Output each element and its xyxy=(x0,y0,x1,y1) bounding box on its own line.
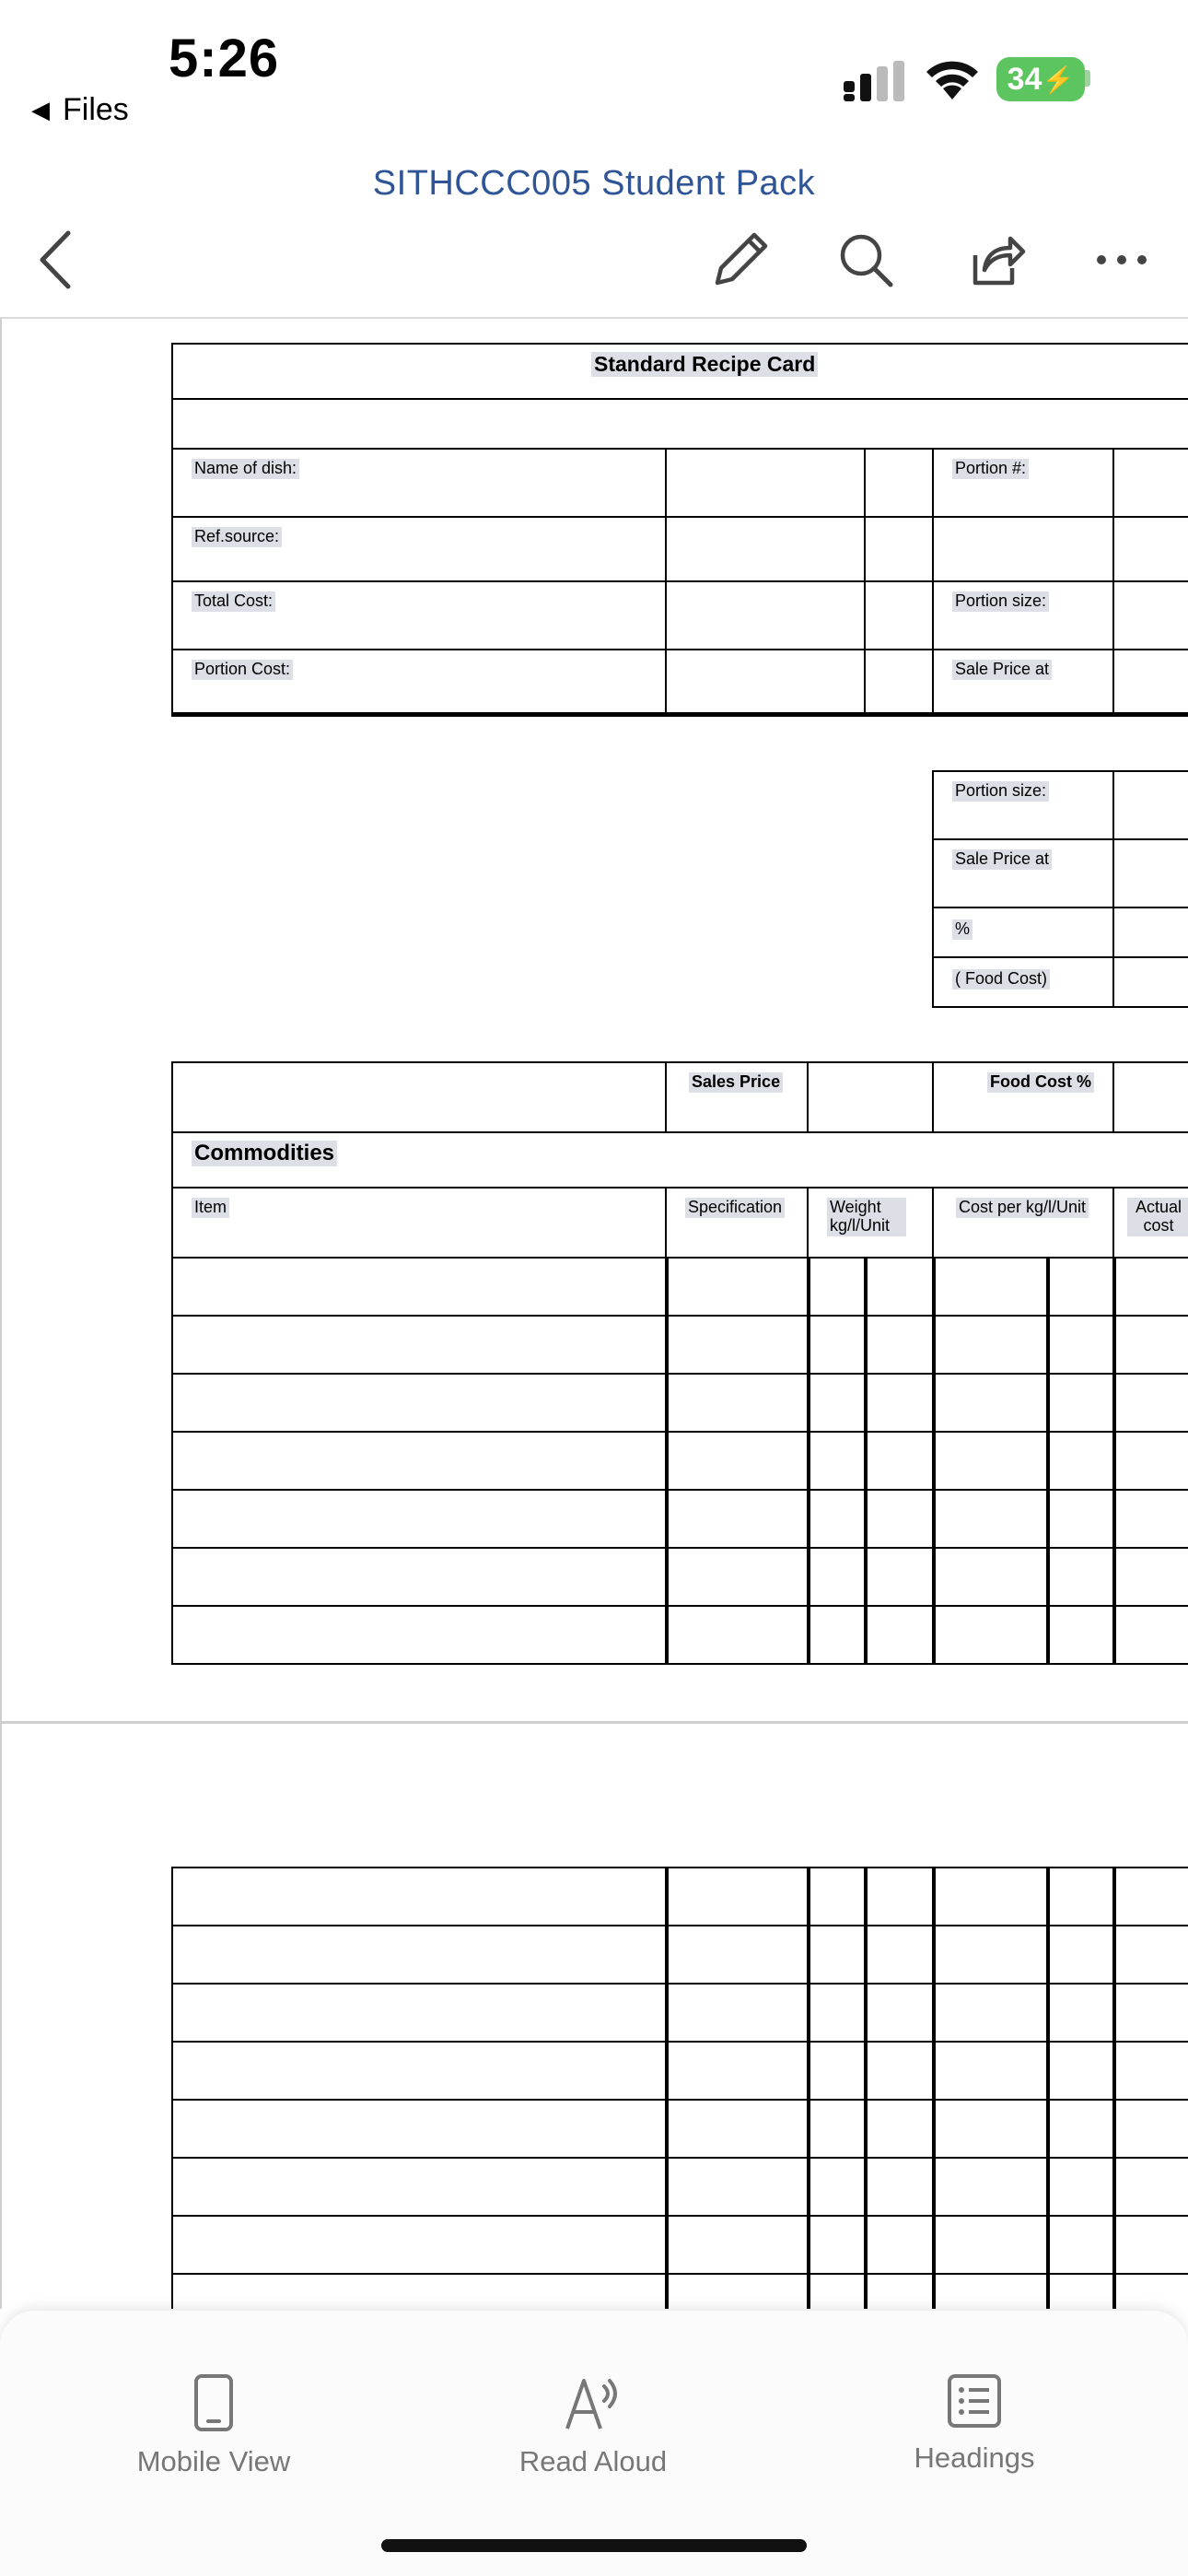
home-indicator xyxy=(381,2539,807,2552)
cellular-signal-icon xyxy=(844,61,904,101)
table-cell xyxy=(1112,2157,1188,2217)
label-name-of-dish: Name of dish: xyxy=(192,459,299,479)
table-cell xyxy=(864,1315,936,1375)
table-cell xyxy=(932,2099,1050,2159)
table-cell xyxy=(807,1315,868,1375)
read-aloud-button[interactable] xyxy=(455,2373,731,2502)
table-cell xyxy=(665,1547,810,1607)
cell-portion-cost-value xyxy=(665,649,866,717)
headings-label: Headings xyxy=(914,2441,1035,2474)
label-portion-cost: Portion Cost: xyxy=(192,660,293,680)
table-cell xyxy=(665,1983,810,2043)
table-cell xyxy=(864,2273,936,2309)
table-cell xyxy=(1112,1373,1188,1433)
table-cell xyxy=(932,2041,1050,2101)
table-cell xyxy=(1112,1489,1188,1549)
table-cell xyxy=(171,1925,669,1985)
charging-bolt-icon: ⚡ xyxy=(1042,64,1075,94)
table-cell xyxy=(1112,1315,1188,1375)
table-cell xyxy=(171,1547,669,1607)
table-cell xyxy=(1046,1257,1116,1317)
table-cell xyxy=(171,1373,669,1433)
table-cell xyxy=(1112,1547,1188,1607)
chevron-left-icon xyxy=(35,228,76,292)
table-cell xyxy=(864,1431,936,1491)
cell-sales-price-value xyxy=(807,1061,934,1133)
battery-tip xyxy=(1085,70,1090,87)
more-icon xyxy=(1094,251,1149,269)
table-cell xyxy=(665,1867,810,1926)
table-cell xyxy=(932,1605,1050,1665)
table-cell xyxy=(171,1867,669,1926)
table-cell xyxy=(864,1257,936,1317)
table-cell xyxy=(932,1431,1050,1491)
label-percent: % xyxy=(952,919,973,940)
table-cell xyxy=(864,1983,936,2043)
label-col-specification: Specification xyxy=(685,1198,785,1218)
table-cell xyxy=(807,1925,868,1985)
read-aloud-label: Read Aloud xyxy=(518,2445,668,2477)
label-portion-num: Portion #: xyxy=(952,459,1029,479)
table-cell xyxy=(807,1431,868,1491)
table-cell xyxy=(1046,1925,1116,1985)
cell-total-value xyxy=(665,580,866,650)
table-cell xyxy=(171,2099,669,2159)
cell-blank xyxy=(1112,956,1188,1008)
table-cell xyxy=(932,1925,1050,1985)
label-total-cost: Total Cost: xyxy=(192,591,275,612)
table-cell xyxy=(1112,2099,1188,2159)
table-cell xyxy=(807,2041,868,2101)
table-cell xyxy=(1112,2273,1188,2309)
table-cell xyxy=(665,1605,810,1665)
label-portion-size: Portion size: xyxy=(952,591,1049,612)
table-cell xyxy=(1046,1315,1116,1375)
read-aloud-icon xyxy=(564,2373,623,2432)
document-title[interactable]: SITHCCC005 Student Pack xyxy=(372,164,816,203)
cell-portion-size-value xyxy=(1112,580,1188,650)
table-cell xyxy=(864,2099,936,2159)
table-cell xyxy=(1112,1431,1188,1491)
table-cell xyxy=(864,1925,936,1985)
table-cell xyxy=(864,2157,936,2217)
label-food-cost-pct: Food Cost % xyxy=(987,1072,1094,1093)
cell-blank xyxy=(1112,516,1188,582)
table-cell xyxy=(1046,1547,1116,1607)
share-button[interactable] xyxy=(956,221,1033,299)
search-button[interactable] xyxy=(827,221,904,299)
table-cell xyxy=(932,1315,1050,1375)
table-cell xyxy=(864,1605,936,1665)
table-cell xyxy=(807,2099,868,2159)
table-cell xyxy=(1046,1431,1116,1491)
table-cell xyxy=(932,1373,1050,1433)
table-cell xyxy=(864,1373,936,1433)
label-col-weight: Weight kg/l/Unit xyxy=(827,1198,906,1236)
table-cell xyxy=(807,1547,868,1607)
table-cell xyxy=(171,1983,669,2043)
table-cell xyxy=(665,1431,810,1491)
table-cell xyxy=(932,1547,1050,1607)
table-cell xyxy=(171,2273,669,2309)
document-page-area[interactable] xyxy=(0,319,1188,2309)
table-cell xyxy=(171,1489,669,1549)
table-cell xyxy=(932,2157,1050,2217)
table-cell xyxy=(932,1867,1050,1926)
label-col-cost-per: Cost per kg/l/Unit xyxy=(956,1198,1089,1218)
table-cell xyxy=(864,1867,936,1926)
table-cell xyxy=(171,1605,669,1665)
table-cell xyxy=(665,2041,810,2101)
table-cell xyxy=(1046,2041,1116,2101)
back-to-files-button[interactable] xyxy=(31,92,129,128)
table-cell xyxy=(864,1489,936,1549)
cell-blank xyxy=(932,516,1114,582)
headings-list-icon xyxy=(947,2373,1002,2429)
more-options-button[interactable] xyxy=(1083,221,1160,299)
cell-spacer xyxy=(864,448,934,518)
mobile-view-label: Mobile View xyxy=(136,2445,291,2477)
table-cell xyxy=(665,1489,810,1549)
label-sales-price: Sales Price xyxy=(689,1072,783,1093)
search-icon xyxy=(833,228,898,292)
table-cell xyxy=(171,1315,669,1375)
table-cell xyxy=(807,2273,868,2309)
status-time: 5:26 xyxy=(169,29,280,88)
label-portion-size-2: Portion size: xyxy=(952,781,1049,802)
label-sale-price-at-2: Sale Price at xyxy=(952,849,1052,870)
table-cell xyxy=(665,1315,810,1375)
cell-spacer xyxy=(864,580,934,650)
cell-sale-price-value xyxy=(1112,649,1188,717)
table-cell xyxy=(171,1431,669,1491)
page-separator xyxy=(2,1721,1188,1724)
table-cell xyxy=(1112,2041,1188,2101)
cell-name-value xyxy=(665,448,866,518)
label-col-item: Item xyxy=(192,1198,229,1218)
table-cell xyxy=(807,2215,868,2275)
cell-portion-num-value xyxy=(1112,448,1188,518)
table-cell xyxy=(1112,1983,1188,2043)
wifi-icon xyxy=(925,57,980,101)
back-files-label: Files xyxy=(63,92,129,127)
table-cell xyxy=(1046,2099,1116,2159)
table-cell xyxy=(1112,2215,1188,2275)
table-cell xyxy=(1046,1489,1116,1549)
table-cell xyxy=(171,2157,669,2217)
cell-sales-blank xyxy=(171,1061,667,1133)
table-cell xyxy=(665,1925,810,1985)
recipe-card-title: Standard Recipe Card xyxy=(591,352,818,377)
share-icon xyxy=(962,228,1027,292)
cell-spacer xyxy=(864,516,934,582)
table-cell xyxy=(1112,1925,1188,1985)
battery-level: 34 xyxy=(1007,61,1042,97)
table-cell xyxy=(1046,1605,1116,1665)
table-cell xyxy=(864,1547,936,1607)
table-cell xyxy=(807,1373,868,1433)
table-cell xyxy=(1046,2273,1116,2309)
table-cell xyxy=(864,2215,936,2275)
table-cell xyxy=(665,2099,810,2159)
back-triangle-icon: ◀ xyxy=(31,96,50,123)
table-cell xyxy=(171,2215,669,2275)
label-ref-source: Ref.source: xyxy=(192,527,282,547)
table-cell xyxy=(1112,1257,1188,1317)
table-cell xyxy=(932,2215,1050,2275)
table-cell xyxy=(665,2273,810,2309)
cell-blank xyxy=(1112,770,1188,840)
table-cell xyxy=(932,1257,1050,1317)
table-cell xyxy=(171,1257,669,1317)
cell-spacer xyxy=(864,649,934,717)
toolbar-back-button[interactable] xyxy=(17,221,94,299)
cell-ref-source xyxy=(171,516,667,582)
table-cell xyxy=(807,1605,868,1665)
mobile-view-button[interactable] xyxy=(76,2373,352,2502)
label-col-actual-cost: Actual cost xyxy=(1127,1198,1188,1236)
table-cell xyxy=(932,1489,1050,1549)
cell-blank xyxy=(1112,838,1188,908)
col-item-header xyxy=(171,1187,667,1259)
pencil-icon xyxy=(708,228,773,292)
table-cell xyxy=(932,2273,1050,2309)
table-cell xyxy=(807,1867,868,1926)
label-food-cost-paren: ( Food Cost) xyxy=(952,969,1050,989)
recipe-blank-row xyxy=(171,398,1188,450)
phone-icon xyxy=(193,2373,234,2432)
table-cell xyxy=(807,2157,868,2217)
headings-button[interactable] xyxy=(836,2373,1112,2502)
table-cell xyxy=(1046,2215,1116,2275)
table-cell xyxy=(807,1257,868,1317)
table-cell xyxy=(932,1983,1050,2043)
table-cell xyxy=(665,2157,810,2217)
table-cell xyxy=(807,1489,868,1549)
cell-ref-value xyxy=(665,516,866,582)
edit-button[interactable] xyxy=(702,221,779,299)
table-cell xyxy=(1112,1605,1188,1665)
table-cell xyxy=(1046,1983,1116,2043)
table-cell xyxy=(1112,1867,1188,1926)
cell-blank xyxy=(1112,907,1188,958)
table-cell xyxy=(1046,1867,1116,1926)
table-cell xyxy=(665,1257,810,1317)
table-cell xyxy=(665,2215,810,2275)
table-cell xyxy=(1046,1373,1116,1433)
label-sale-price-at: Sale Price at xyxy=(952,660,1052,680)
table-cell xyxy=(807,1983,868,2043)
label-commodities: Commodities xyxy=(192,1141,337,1166)
cell-food-cost-pct-value xyxy=(1112,1061,1188,1133)
table-cell xyxy=(665,1373,810,1433)
table-cell xyxy=(1046,2157,1116,2217)
battery-indicator xyxy=(996,57,1085,101)
table-cell xyxy=(171,2041,669,2101)
table-cell xyxy=(864,2041,936,2101)
